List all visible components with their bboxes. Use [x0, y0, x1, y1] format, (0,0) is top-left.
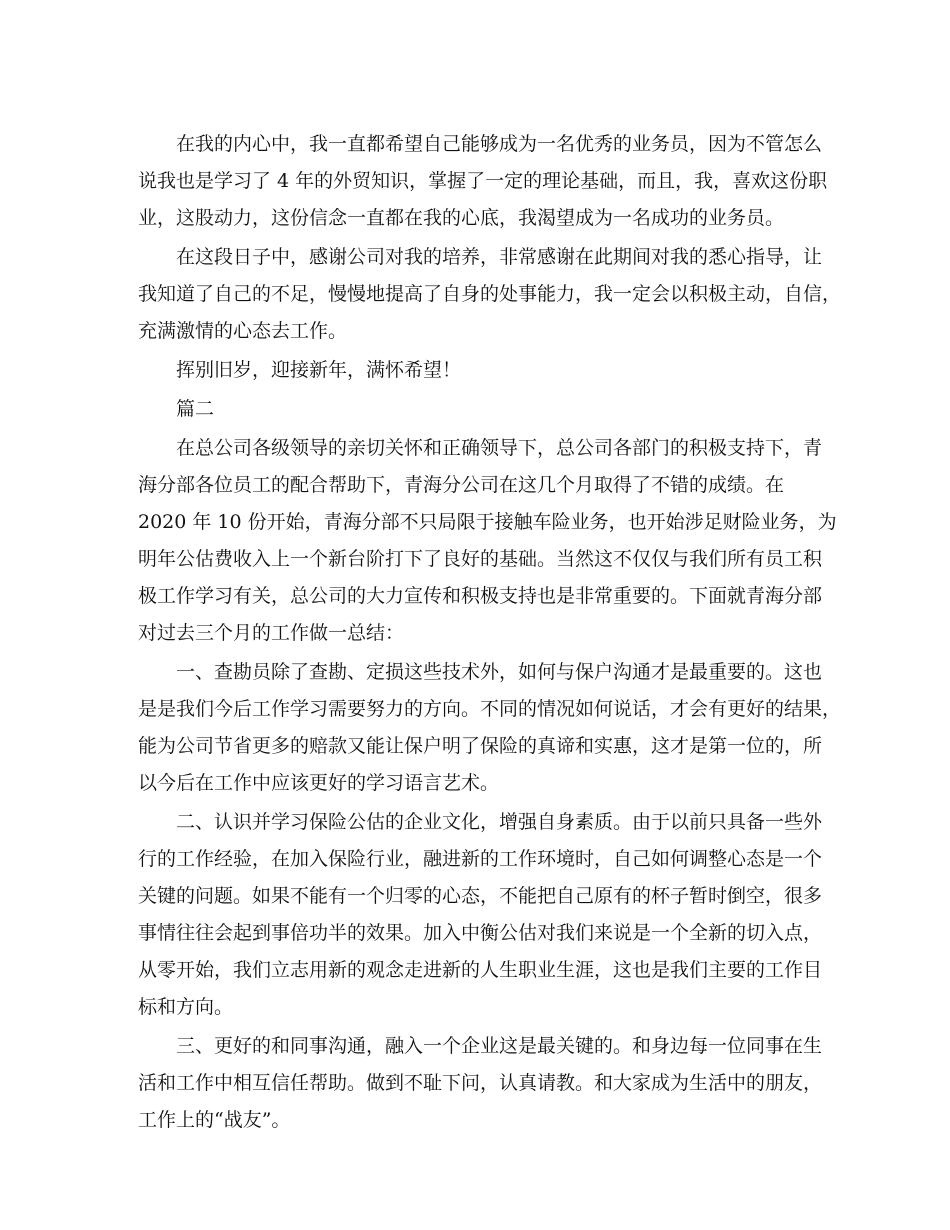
paragraph-p2: [138, 239, 842, 350]
text-line: 能为公司节省更多的赔款又能让保户明了保险的真谛和实惠，这才是第一位的，所: [138, 735, 823, 757]
text-line: 关键的问题。如果不能有一个归零的心态，不能把自己原有的杯子暂时倒空，很多: [138, 885, 823, 907]
text-line: 业，这股动力，这份信念一直都在我的心底，我渴望成为一名成功的业务员。: [138, 207, 785, 229]
paragraph-p8: [138, 1028, 823, 1139]
text-line: 充满激情的心态去工作。: [138, 320, 348, 342]
text-line: 明年公估费收入上一个新台阶打下了良好的基础。当然这不仅仅与我们所有员工积: [138, 548, 823, 570]
text-line: 海分部各位员工的配合帮助下，青海分公司在这几个月取得了不错的成绩。在: [138, 474, 785, 496]
text-line: 以今后在工作中应该更好的学习语言艺术。: [138, 772, 500, 794]
text-line: 二、认识并学习保险公估的企业文化，增强自身素质。由于以前只具备一些外: [176, 811, 823, 833]
text-line: 篇二: [176, 398, 215, 420]
text-line: 极工作学习有关，总公司的大力宣传和积极支持也是非常重要的。下面就青海分部: [138, 585, 823, 607]
text-line: 事情往往会起到事倍功半的效果。加入中衡公估对我们来说是一个全新的切入点，: [138, 922, 823, 944]
text-line: 活和工作中相互信任帮助。做到不耻下问，认真请教。和大家成为生活中的朋友，: [138, 1072, 823, 1094]
document-body: [138, 126, 842, 1139]
text-line: 在总公司各级领导的亲切关怀和正确领导下，总公司各部门的积极支持下，青: [176, 437, 823, 459]
text-line: 在我的内心中，我一直都希望自己能够成为一名优秀的业务员，因为不管怎么: [176, 133, 823, 155]
text-line: 行的工作经验，在加入保险行业，融进新的工作环境时，自己如何调整心态是一个: [138, 848, 823, 870]
text-line: 标和方向。: [138, 996, 234, 1018]
text-line: 一、查勘员除了查勘、定损这些技术外，如何与保户沟通才是最重要的。这也: [176, 661, 823, 683]
text-line: 在这段日子中，感谢公司对我的培养，非常感谢在此期间对我的悉心指导，让: [176, 246, 823, 268]
text-line: 2020 年 10 份开始，青海分部不只局限于接触车险业务，也开始涉足财险业务，为: [138, 511, 837, 533]
text-line: 我知道了自己的不足，慢慢地提高了自身的处事能力，我一定会以积极主动，自信，: [138, 283, 842, 305]
paragraph-p6: [138, 654, 842, 802]
paragraph-p4: [138, 391, 820, 428]
text-line: 挥别旧岁，迎接新年，满怀希望！: [176, 359, 462, 381]
paragraph-p7: [138, 804, 823, 1026]
paragraph-p3: [138, 352, 820, 389]
text-line: 是是我们今后工作学习需要努力的方向。不同的情况如何说话，才会有更好的结果，: [138, 698, 842, 720]
text-line: 说我也是学习了 4 年的外贸知识，掌握了一定的理论基础，而且，我，喜欢这份职: [138, 170, 828, 192]
text-line: 从零开始，我们立志用新的观念走进新的人生职业生涯，这也是我们主要的工作目: [138, 959, 823, 981]
text-line: 对过去三个月的工作做一总结：: [138, 622, 405, 644]
paragraph-p1: [138, 126, 828, 237]
text-line: 工作上的“战友”。: [138, 1109, 291, 1131]
text-line: 三、更好的和同事沟通，融入一个企业这是最关键的。和身边每一位同事在生: [176, 1035, 823, 1057]
paragraph-p5: [138, 430, 837, 652]
